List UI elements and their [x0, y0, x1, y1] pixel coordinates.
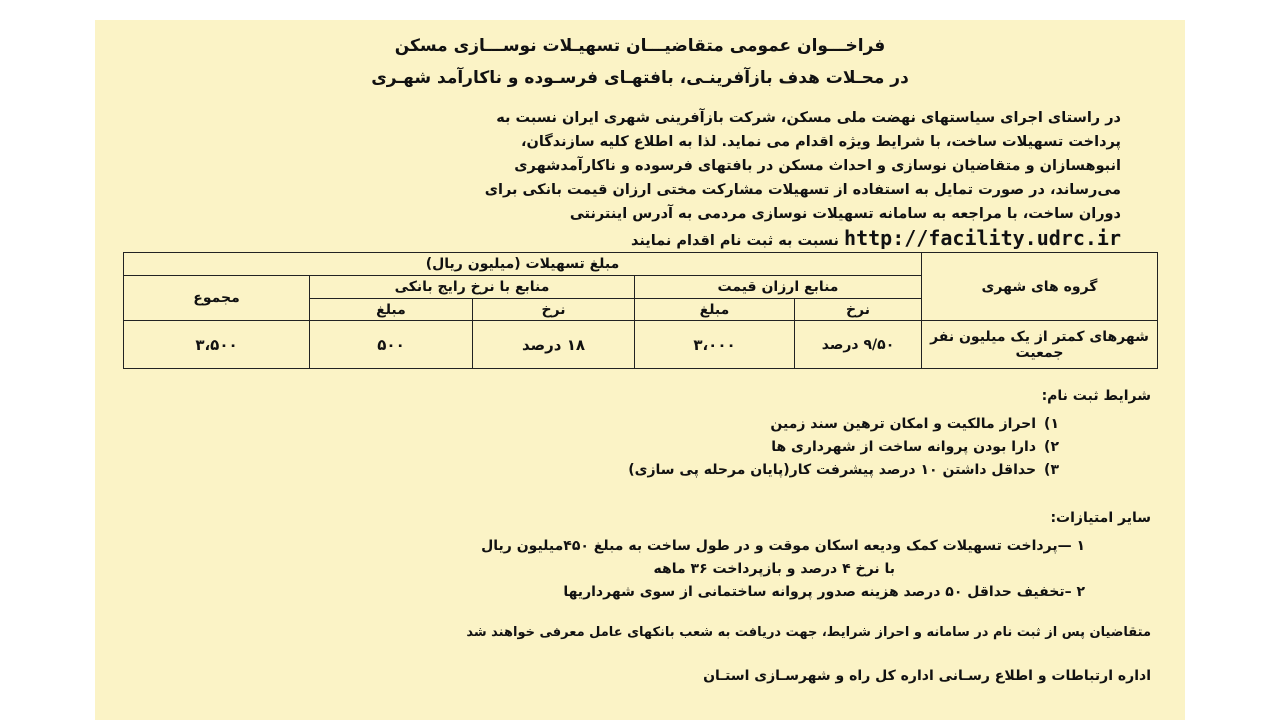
header-rate: نرخ: [473, 299, 635, 321]
intro-paragraph: [151, 106, 1121, 253]
cell-bank-amount: ۵۰۰: [310, 321, 473, 369]
notice-text: متقاضیان پس از ثبت نام در سامانه و احراز شرایط، جهت دریافت به شعب بانکهای عامل معرفی خواهند شد: [466, 625, 1151, 640]
intro-line: پرداخت تسهیلات ساخت، با شرایط ویژه اقدام می نماید. لذا به اطلاع کلیه سازندگان،: [520, 134, 1121, 150]
table-row: [124, 321, 1158, 369]
intro-line: می‌رساند، در صورت تمایل به استفاده از تسهیلات مشارکت مختی ارزان قیمت بانکی برای: [484, 182, 1121, 198]
cell-total: ۳،۵۰۰: [124, 321, 310, 369]
privilege-item-1-cont: با نرخ ۴ درصد و بازپرداخت ۳۶ ماهه: [653, 561, 895, 577]
announcement-title: فراخـــوان عمومی متقاضیـــان تسهیـلات نوســـازی مسکن: [394, 36, 886, 56]
privilege-item-1: ۱ —پرداخت تسهیلات کمک ودیعه اسکان موقت و در طول ساخت به مبلغ ۴۵۰میلیون ریال: [481, 538, 1085, 554]
registration-heading: شرایط ثبت نام:: [1041, 388, 1151, 404]
header-cheap-sources: منابع ارزان قیمت: [635, 276, 922, 299]
list-item: ۱)احراز مالکیت و امکان ترهین سند زمین: [770, 416, 1059, 432]
cell-city-group: شهرهای کمتر از یک میلیون نفر جمعیت: [922, 321, 1158, 369]
intro-line: دوران ساخت، با مراجعه به سامانه تسهیلات نوسازی مردمی به آدرس اینترنتی: [569, 206, 1121, 222]
facility-url-link[interactable]: http://facility.udrc.ir: [844, 226, 1121, 250]
header-facility-amount: مبلغ تسهیلات (میلیون ریال): [124, 253, 922, 276]
announcement-page: [95, 20, 1185, 720]
header-bank-sources: منابع با نرخ رایج بانکی: [310, 276, 635, 299]
intro-line-tail: نسبت به ثبت نام اقدام نمایند: [631, 233, 839, 249]
header-amount: مبلغ: [635, 299, 795, 321]
facility-table: [123, 252, 1158, 369]
intro-line-url: [151, 226, 1121, 253]
header-total: مجموع: [124, 276, 310, 321]
privileges-heading: سایر امتیازات:: [1050, 510, 1151, 526]
announcement-subtitle: در محـلات هدف بازآفرینـی، بافتهـای فرسـوده و ناکارآمد شهـری: [371, 68, 909, 88]
intro-line: در راستای اجرای سیاستهای نهضت ملی مسکن، شرکت بازآفرینی شهری ایران نسبت به: [496, 110, 1121, 126]
cell-bank-rate: ۱۸ درصد: [473, 321, 635, 369]
privilege-item-2: ۲ –تخفیف حداقل ۵۰ درصد هزینه صدور پروانه ساختمانی از سوی شهرداریها: [563, 584, 1085, 600]
cell-cheap-rate: ۹/۵۰ درصد: [795, 321, 922, 369]
header-amount: مبلغ: [310, 299, 473, 321]
header-city-groups: گروه های شهری: [922, 253, 1158, 321]
footer-text: اداره ارتباطات و اطلاع رسـانی اداره کل راه و شهرسـازی استـان: [703, 668, 1151, 684]
intro-line: انبوهسازان و متقاضیان نوسازی و احداث مسکن در بافتهای فرسوده و ناکارآمدشهری: [514, 158, 1121, 174]
list-item: ۲)دارا بودن پروانه ساخت از شهرداری ها: [771, 439, 1059, 455]
list-item: ۳)حداقل داشتن ۱۰ درصد پیشرفت کار(پایان مرحله پی سازی): [628, 462, 1059, 478]
cell-cheap-amount: ۳،۰۰۰: [635, 321, 795, 369]
header-rate: نرخ: [795, 299, 922, 321]
